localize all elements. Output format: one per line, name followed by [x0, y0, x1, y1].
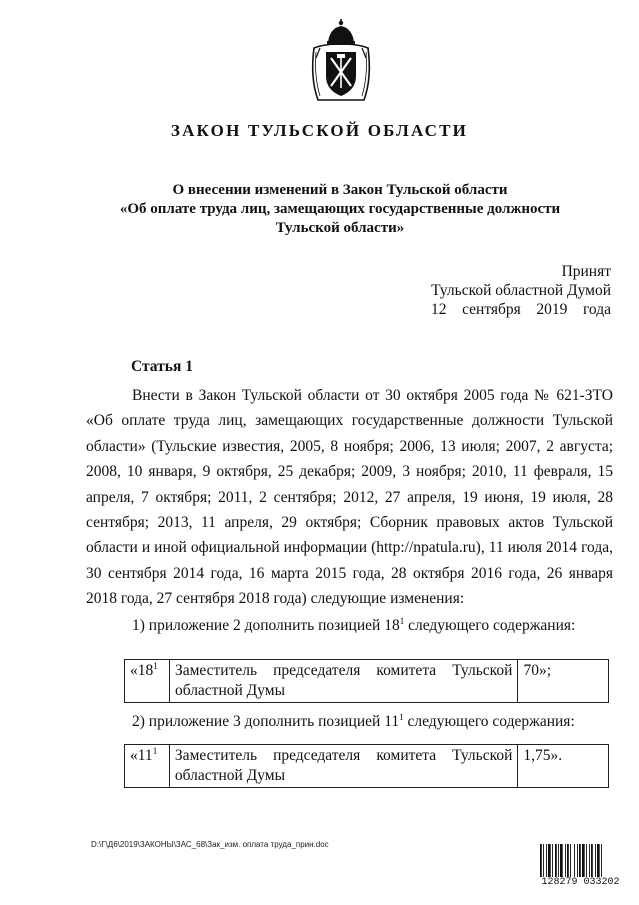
subject-line: Тульской области» [275, 220, 405, 236]
barcode-number: 128279 033202 [541, 877, 620, 888]
law-title: ЗАКОН ТУЛЬСКОЙ ОБЛАСТИ [170, 121, 469, 140]
article-intro: Внести в Закон Тульской области от 30 октября 2005 года № 621-ЗТО «Об оплате труда лиц, замещающих государственные должности Тульской области» (Тульские известия, 2005, 8 ноября; 2006, 13 июля; 2007, 2 августа; 2008, 10 января, 9 октября, 25 декабря; 2009, 3 ноября; 2010, 11 февраля, 15 апреля, 7 октября; 2011, 2 сентября; 2012, 27 апреля, 19 июня, 19 июля, 28 сентября; 2013, 11 апреля, 29 октября; Сборник правовых актов Тульской области и иной официальной информации (http://npatula.ru), 11 июля 2014 года, 30 сентября 2014 года, 16 марта 2015 года, 28 октября 2016 года, 26 января 2018 года, 27 сентября 2018 года) следующие изменения: [86, 387, 613, 608]
article-heading: Статья 1 [131, 358, 193, 375]
position-table [124, 659, 609, 703]
adoption-day: 12 [431, 301, 447, 318]
position-description: Заместитель председателя комитета Тульской областной Думы [169, 660, 518, 703]
adoption-block [411, 262, 611, 319]
position-table [124, 744, 609, 788]
amendment-item: 1) приложение 2 дополнить позицией $18^1$ следующего содержания: [132, 616, 576, 634]
adoption-year-word: года [582, 301, 611, 318]
adoption-month: сентября [462, 301, 521, 318]
table-row [125, 745, 609, 788]
adopted-label: Принят [561, 263, 611, 280]
position-description: Заместитель председателя комитета Тульской областной Думы [169, 745, 517, 788]
position-number: «$18^1$ [125, 660, 170, 703]
position-value: 70»; [518, 660, 609, 703]
amendment-item: 2) приложение 3 дополнить позицией $11^1$ следующего содержания: [132, 712, 575, 730]
article-body [86, 383, 613, 612]
adopted-by: Тульской областной Думой [431, 282, 611, 299]
adoption-year: 2019 [536, 301, 568, 318]
tula-region-coat-of-arms-icon [308, 18, 374, 106]
table-row [125, 660, 609, 703]
position-number: «$11^1$ [125, 745, 170, 788]
subject-line: О внесении изменений в Закон Тульской области [172, 182, 508, 198]
position-value: 1,75». [518, 745, 609, 788]
law-subject [110, 181, 570, 238]
file-path: D:\Г\Д6\2019\ЗАКОНЫ\ЗАС_68\Зак_изм. оплата труда_прин.doc [91, 840, 329, 849]
adoption-date [411, 300, 611, 319]
subject-line: «Об оплате труда лиц, замещающих государственные должности [119, 201, 561, 217]
